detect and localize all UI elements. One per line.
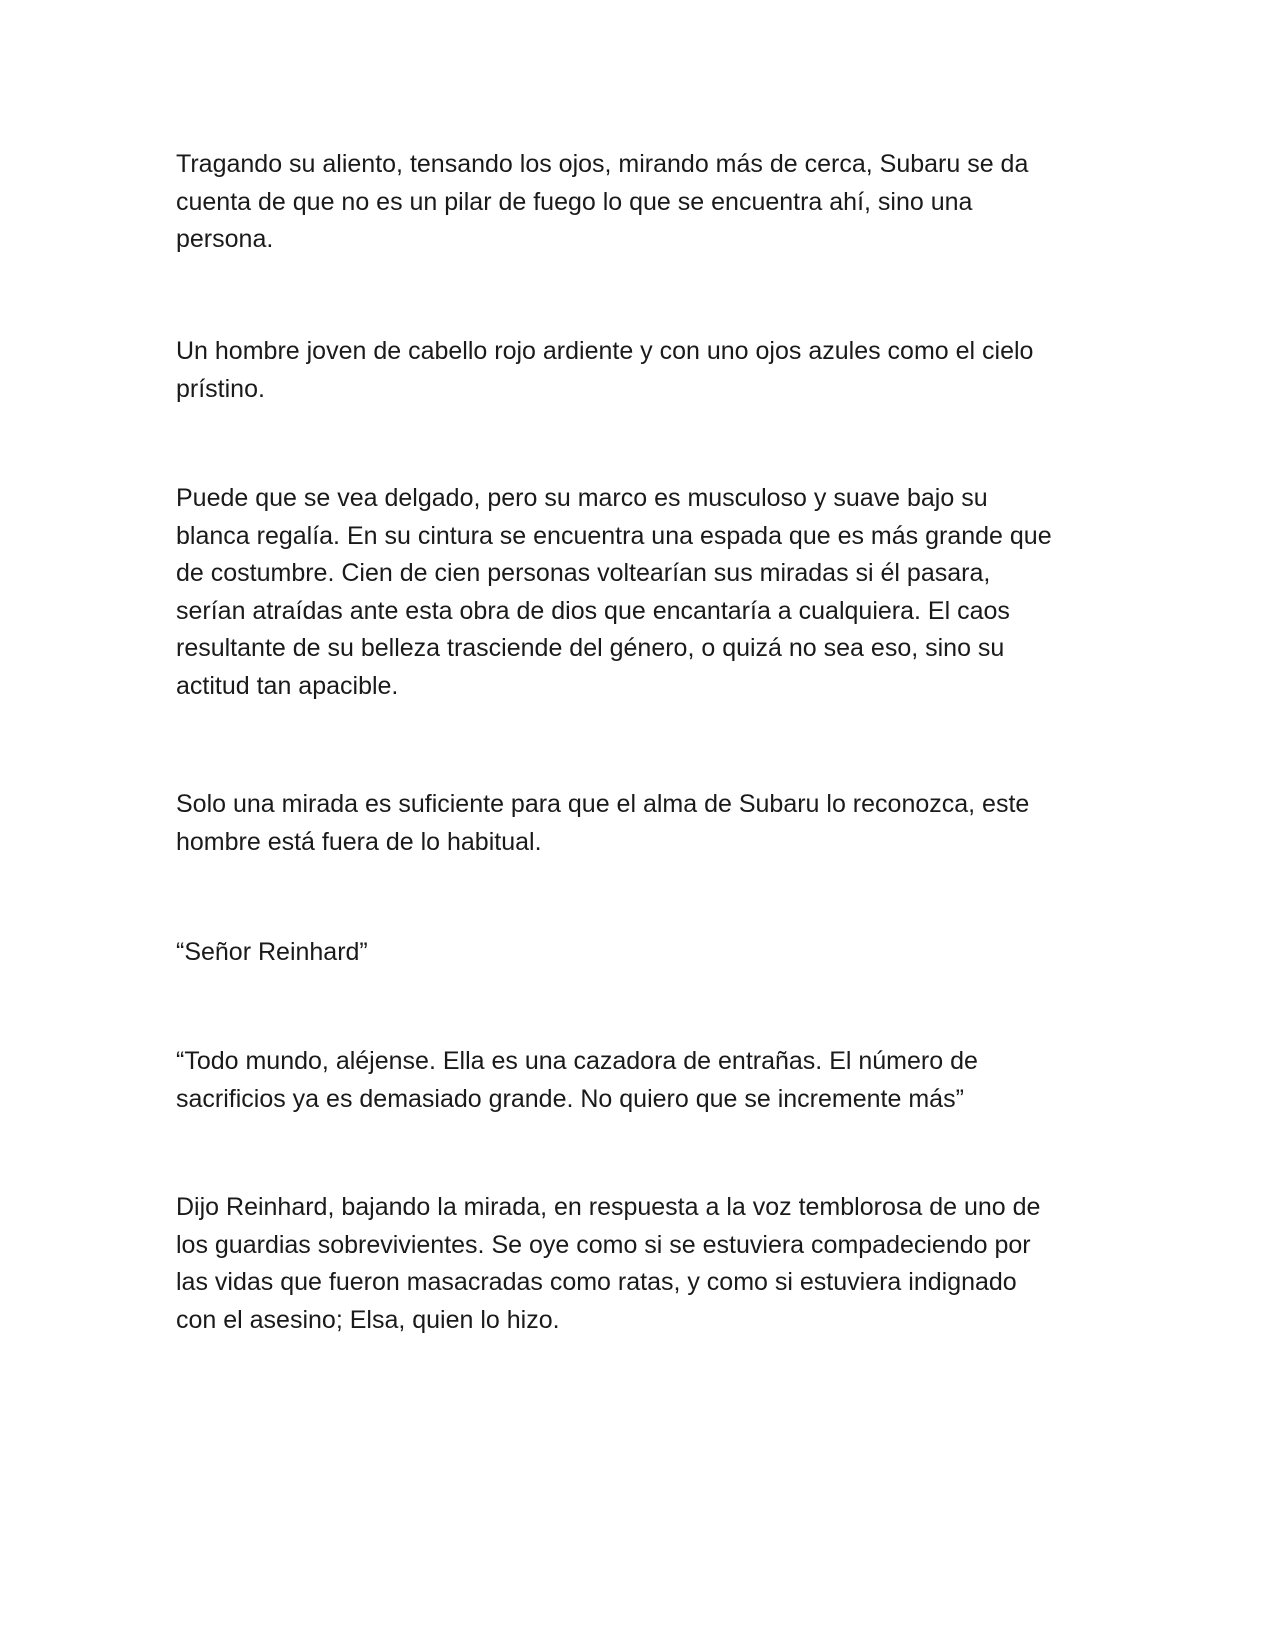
paragraph-2 <box>176 333 1106 408</box>
paragraph-line: Dijo Reinhard, bajando la mirada, en respuesta a la voz temblorosa de uno de <box>176 1193 1041 1221</box>
paragraph-line: actitud tan apacible. <box>176 671 399 700</box>
paragraph-1 <box>176 146 1106 259</box>
paragraph-line: las vidas que fueron masacradas como ratas, y como si estuviera indignado <box>176 1268 1017 1296</box>
paragraph-line: resultante de su belleza trasciende del género, o quizá no sea eso, sino su <box>176 634 1005 662</box>
paragraph-line: Tragando su aliento, tensando los ojos, mirando más de cerca, Subaru se da <box>176 150 1029 178</box>
paragraph-line: con el asesino; Elsa, quien lo hizo. <box>176 1305 560 1334</box>
paragraph-5 <box>176 934 1106 972</box>
paragraph-4 <box>176 786 1106 861</box>
paragraph-line: Un hombre joven de cabello rojo ardiente y con uno ojos azules como el cielo <box>176 337 1034 365</box>
paragraph-line: los guardias sobrevivientes. Se oye como si se estuviera compadeciendo por <box>176 1230 1031 1259</box>
paragraph-line: cuenta de que no es un pilar de fuego lo que se encuentra ahí, sino una <box>176 187 973 216</box>
paragraph-6 <box>176 1043 1106 1118</box>
paragraph-line: de costumbre. Cien de cien personas voltearían sus miradas si él pasara, <box>176 559 991 587</box>
paragraph-line: “Señor Reinhard” <box>176 938 368 966</box>
paragraph-line: serían atraídas ante esta obra de dios que encantaría a cualquiera. El caos <box>176 596 1010 625</box>
paragraph-line: Solo una mirada es suficiente para que el alma de Subaru lo reconozca, este <box>176 790 1030 818</box>
paragraph-line: blanca regalía. En su cintura se encuentra una espada que es más grande que <box>176 521 1052 550</box>
paragraph-line: sacrificios ya es demasiado grande. No quiero que se incremente más” <box>176 1084 964 1113</box>
paragraph-line: Puede que se vea delgado, pero su marco es musculoso y suave bajo su <box>176 484 988 512</box>
paragraph-line: persona. <box>176 225 274 253</box>
paragraph-line: hombre está fuera de lo habitual. <box>176 827 542 856</box>
paragraph-line: “Todo mundo, aléjense. Ella es una cazadora de entrañas. El número de <box>176 1047 978 1075</box>
paragraph-7 <box>176 1189 1106 1339</box>
paragraph-3 <box>176 480 1106 705</box>
paragraph-line: prístino. <box>176 374 265 403</box>
